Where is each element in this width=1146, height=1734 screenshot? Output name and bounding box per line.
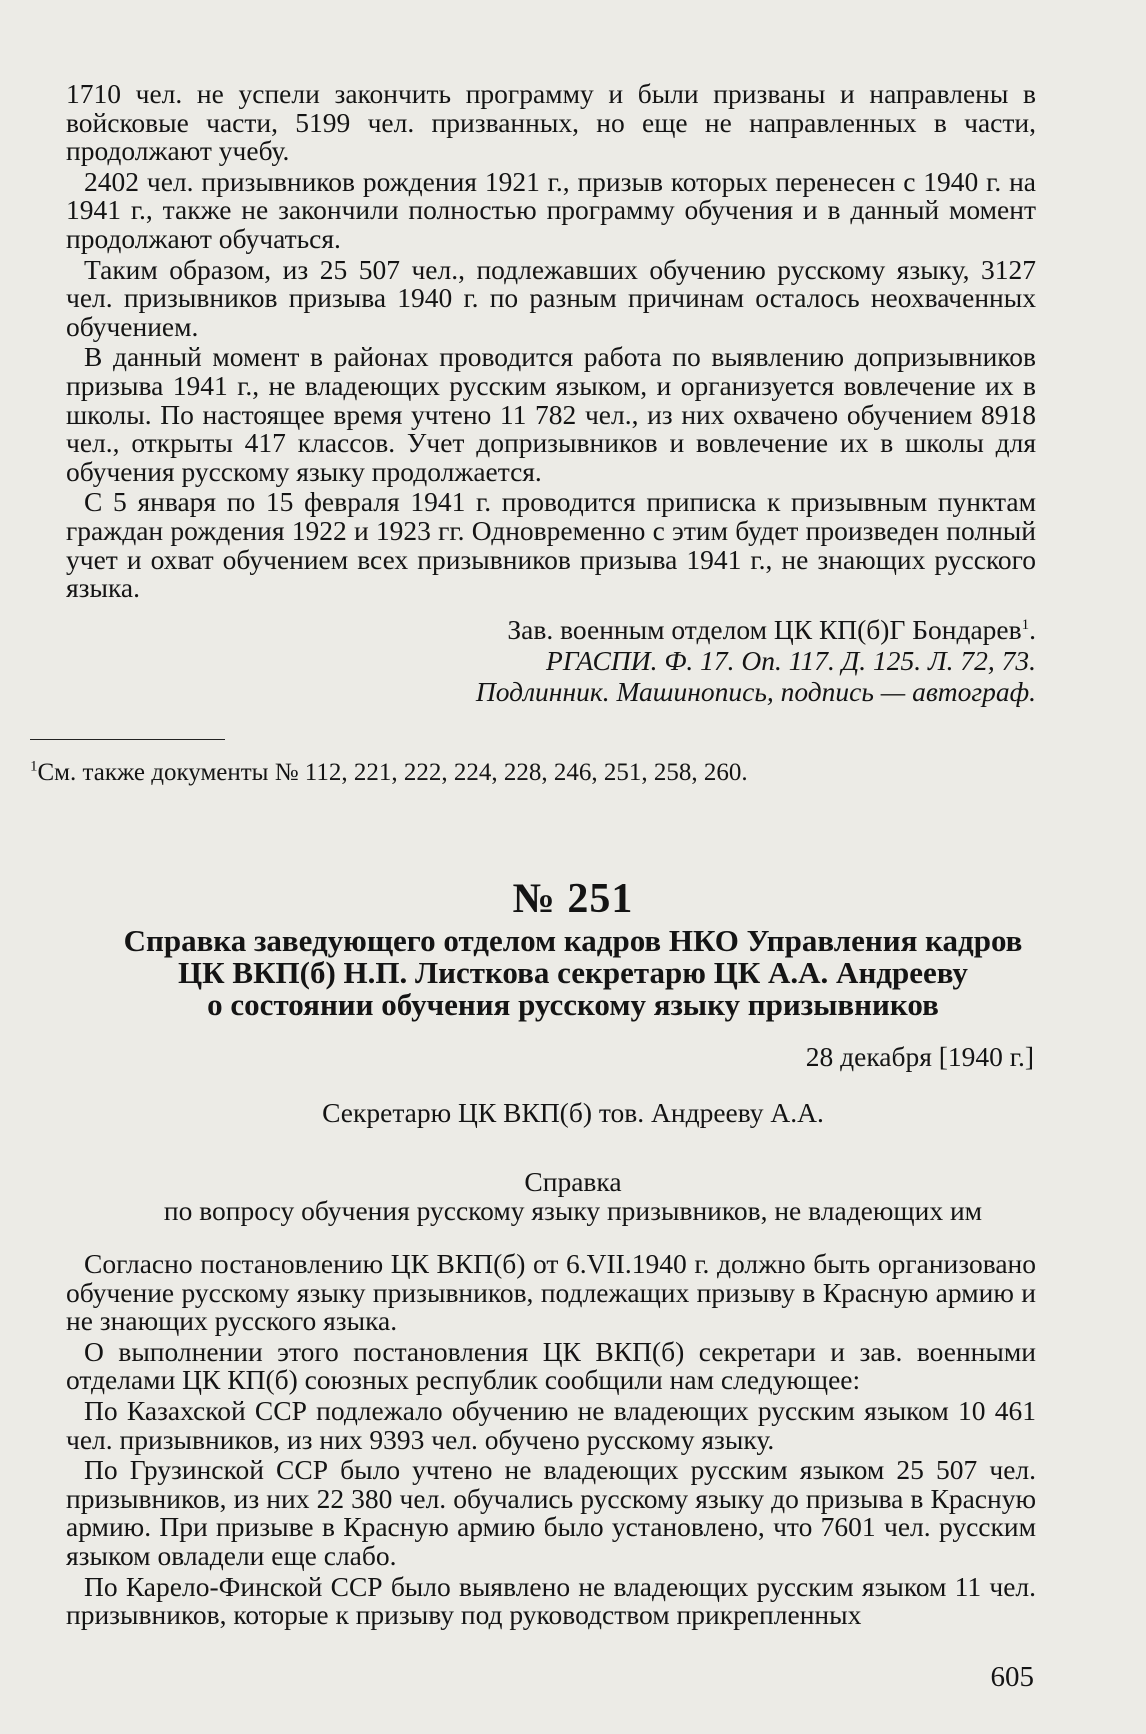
paragraph: Таким образом, из 25 507 чел., подлежавших обучению русскому языку, 3127 чел. призывников призыва 1940 г. по разным причинам осталось неохваченных обучением. [66, 253, 1036, 342]
paragraph: По Карело-Финской ССР было выявлено не владеющих русским языком 11 чел. призывников, которые к призыву под руководством прикрепленных [66, 1570, 1036, 1631]
paragraph: В данный момент в районах проводится работа по выявлению допризывников призыва 1941 г., не владеющих русским языком, и организуется вовлечение их в школы. По настоящее время учтено 11 782 чел., из них охвачено обучением 8918 чел., открыты 417 классов. Учет допризывников и вовлечение их в школы для обучения русскому языку продолжается. [66, 341, 1036, 487]
document-form-note: Подлинник. Машинопись, подпись — автограф. [475, 675, 1036, 707]
title-line: о состоянии обучения русскому языку призывников [207, 987, 939, 1022]
top-text-block [66, 80, 1036, 706]
paragraph: Согласно постановлению ЦК ВКП(б) от 6.VII.1940 г. должно быть организовано обучение русскому языку призывников, подлежащих призыву в Красную армию и не знающих русского языка. [66, 1248, 1036, 1337]
paragraph: С 5 января по 15 февраля 1941 г. проводится приписка к призывным пунктам граждан рождения 1922 и 1923 гг. Одновременно с этим будет произведен полный учет и охват обучением всех призывников призыва 1941 г., не знающих русского языка. [66, 486, 1036, 604]
memo-heading: Справка [524, 1166, 622, 1197]
document-number: № 251 [512, 876, 634, 922]
memo-subheading: по вопросу обучения русскому языку призывников, не владеющих им [163, 1195, 983, 1226]
signature-text: Зав. военным отделом ЦК КП(б)Г Бондарев [507, 613, 1022, 645]
footnote-divider [30, 739, 225, 740]
paragraph: 1710 чел. не успели закончить программу и были призваны и направлены в войсковые части, 5199 чел. призванных, но еще не направленных в части, продолжают учебу. [66, 78, 1036, 167]
signature-footnote-mark: 1 [1021, 616, 1030, 633]
signature-suffix: . [1029, 613, 1036, 645]
paragraph: По Грузинской ССР было учтено не владеющих русским языком 25 507 чел. призывников, из них 22 380 чел. обучались русскому языку до призыва в Красную армию. При призыве в Красную армию было установлено, что 7601 чел. русским языком овладели еще слабо. [66, 1454, 1036, 1571]
body-text-block [66, 1250, 1036, 1630]
signature [66, 611, 1036, 644]
footnote-text: См. также документы № 112, 221, 222, 224, 228, 246, 251, 258, 260. [37, 759, 748, 786]
paragraph: 2402 чел. призывников рождения 1921 г., призыв которых перенесен с 1940 г. на 1941 г., также не закончили полностью программу обучения и в данный момент продолжают обучаться. [66, 165, 1036, 254]
page-number: 605 [990, 1661, 1034, 1693]
addressee: Секретарю ЦК ВКП(б) тов. Андрееву А.А. [322, 1097, 824, 1128]
paragraph: По Казахской ССР подлежало обучению не владеющих русским языком 10 461 чел. призывников, из них 9393 чел. обучено русскому языку. [66, 1394, 1036, 1455]
paragraph: О выполнении этого постановления ЦК ВКП(б) секретари и зав. военными отделами ЦК КП(б) союзных республик сообщили нам следующее: [66, 1335, 1036, 1396]
footnote [30, 759, 748, 787]
footnote-mark: 1 [30, 758, 38, 775]
title-line: Справка заведующего отделом кадров НКО Управления кадров [123, 923, 1023, 958]
title-line: ЦК ВКП(б) Н.П. Листкова секретарю ЦК А.А. Андрееву [178, 955, 968, 990]
document-date: 28 декабря [1940 г.] [805, 1041, 1034, 1072]
document-title [40, 925, 1106, 1021]
archive-reference: РГАСПИ. Ф. 17. Оп. 117. Д. 125. Л. 72, 73. [546, 644, 1036, 676]
